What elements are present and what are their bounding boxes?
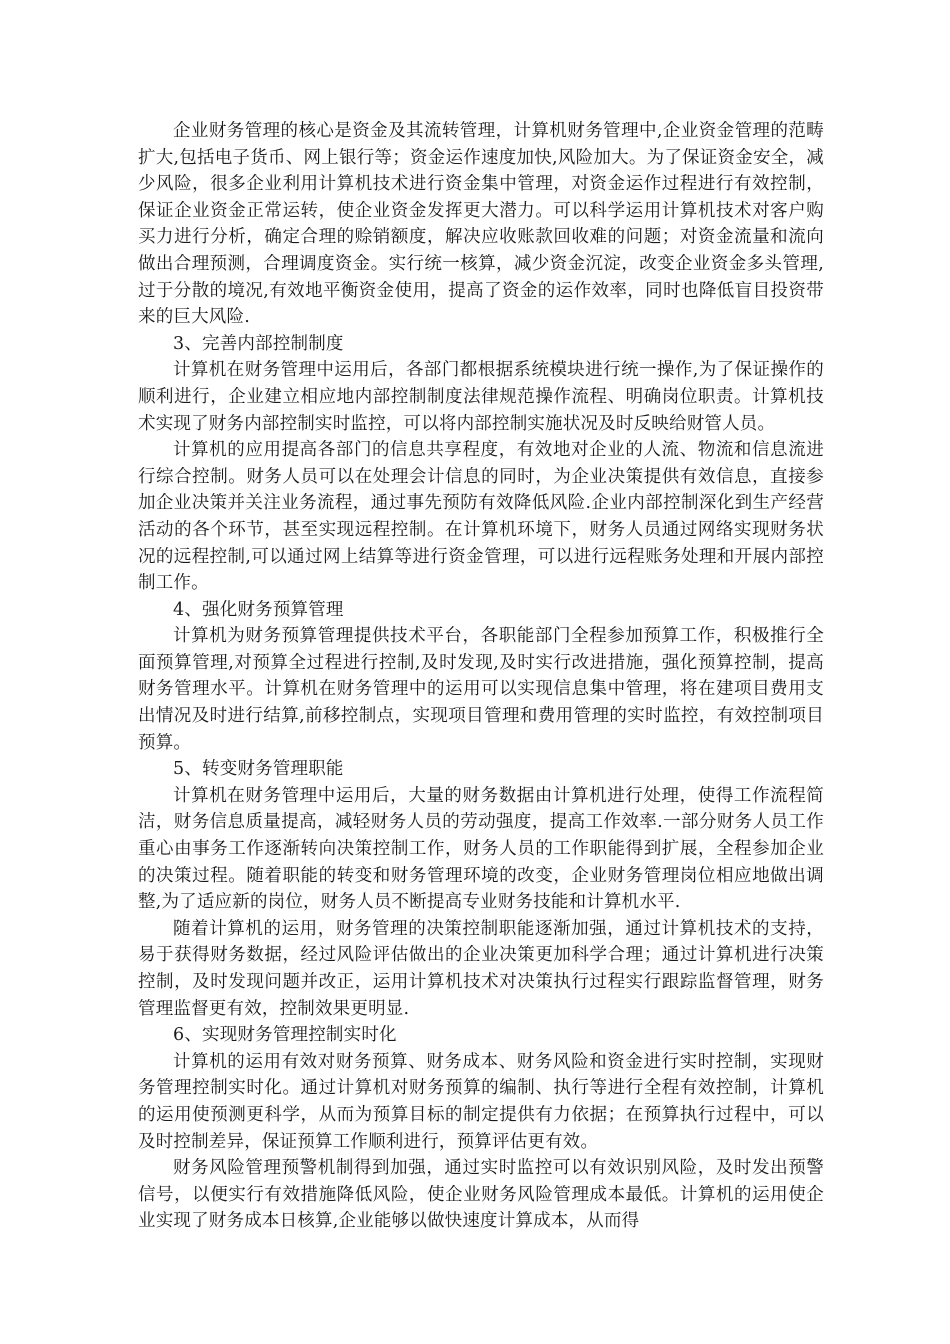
section-heading-5: 5、转变财务管理职能 (173, 759, 344, 780)
section-heading-6: 6、实现财务管理控制实时化 (173, 1025, 397, 1046)
section-heading-3: 3、完善内部控制制度 (173, 333, 344, 354)
paragraph-function-change: 计算机在财务管理中运用后，大量的财务数据由计算机进行处理，使得工作流程简洁，财务信息质量提高，减轻财务人员的劳动强度，提高工作效率.一部分财务人员工作重心由事务工作逐渐转向决策控制工作，财务人员的工作职能得到扩展，全程参加企业的决策过程。随着职能的转变和财务管理环境的改变，企业财务管理岗位相应地做出调整,为了适应新的岗位，财务人员不断提高专业财务技能和计算机水平. (138, 785, 824, 913)
paragraph-budget-management: 计算机为财务预算管理提供技术平台，各职能部门全程参加预算工作，积极推行全面预算管理,对预算全过程进行控制,及时发现,及时实行改进措施，强化预算控制，提高财务管理水平。计算机在财务管理中的运用可以实现信息集中管理，将在建项目费用支出情况及时进行结算,前移控制点，实现项目管理和费用管理的实时监控，有效控制项目预算。 (138, 626, 824, 753)
paragraph-risk-warning: 财务风险管理预警机制得到加强，通过实时监控可以有效识别风险，及时发出预警信号，以便实行有效措施降低风险，使企业财务风险管理成本最低。计算机的运用使企业实现了财务成本日核算,企业能够以做快速度计算成本，从而得 (138, 1158, 824, 1232)
paragraph-information-sharing: 计算机的应用提高各部门的信息共享程度，有效地对企业的人流、物流和信息流进行综合控制。财务人员可以在处理会计信息的同时，为企业决策提供有效信息，直接参加企业决策并关注业务流程，通过事先预防有效降低风险.企业内部控制深化到生产经营活动的各个环节，甚至实现远程控制。在计算机环境下，财务人员通过网络实现财务状况的远程控制,可以通过网上结算等进行资金管理，可以进行远程账务处理和开展内部控制工作。 (138, 440, 824, 594)
paragraph-realtime-control: 计算机的运用有效对财务预算、财务成本、财务风险和资金进行实时控制，实现财务管理控制实时化。通过计算机对财务预算的编制、执行等进行全程有效控制，计算机的运用使预测更科学，从而为预算目标的制定提供有力依据；在预算执行过程中，可以及时控制差异，保证预算工作顺利进行，预算评估更有效。 (138, 1051, 824, 1152)
paragraph-decision-control: 随着计算机的运用，财务管理的决策控制职能逐渐加强，通过计算机技术的支持，易于获得财务数据，经过风险评估做出的企业决策更加科学合理；通过计算机进行决策控制，及时发现问题并改正，运用计算机技术对决策执行过程实行跟踪监督管理，财务管理监督更有效，控制效果更明显. (138, 918, 824, 1019)
paragraph-capital-management: 企业财务管理的核心是资金及其流转管理，计算机财务管理中,企业资金管理的范畴扩大,包括电子货币、网上银行等；资金运作速度加快,风险加大。为了保证资金安全，减少风险，很多企业利用计算机技术进行资金集中管理，对资金运作过程进行有效控制，保证企业资金正常运转，使企业资金发挥更大潜力。可以科学运用计算机技术对客户购买力进行分析，确定合理的赊销额度，解决应收账款回收难的问题；对资金流量和流向做出合理预测，合理调度资金。实行统一核算，减少资金沉淀，改变企业资金多头管理,过于分散的境况,有效地平衡资金使用，提高了资金的运作效率，同时也降低盲目投资带来的巨大风险. (138, 121, 824, 328)
paragraph-internal-control: 计算机在财务管理中运用后，各部门都根据系统模块进行统一操作,为了保证操作的顺利进行，企业建立相应地内部控制制度法律规范操作流程、明确岗位职责。计算机技术实现了财务内部控制实时监控，可以将内部控制实施状况及时反映给财管人员。 (138, 360, 824, 434)
document-page (138, 118, 824, 1235)
section-heading-4: 4、强化财务预算管理 (173, 599, 344, 620)
